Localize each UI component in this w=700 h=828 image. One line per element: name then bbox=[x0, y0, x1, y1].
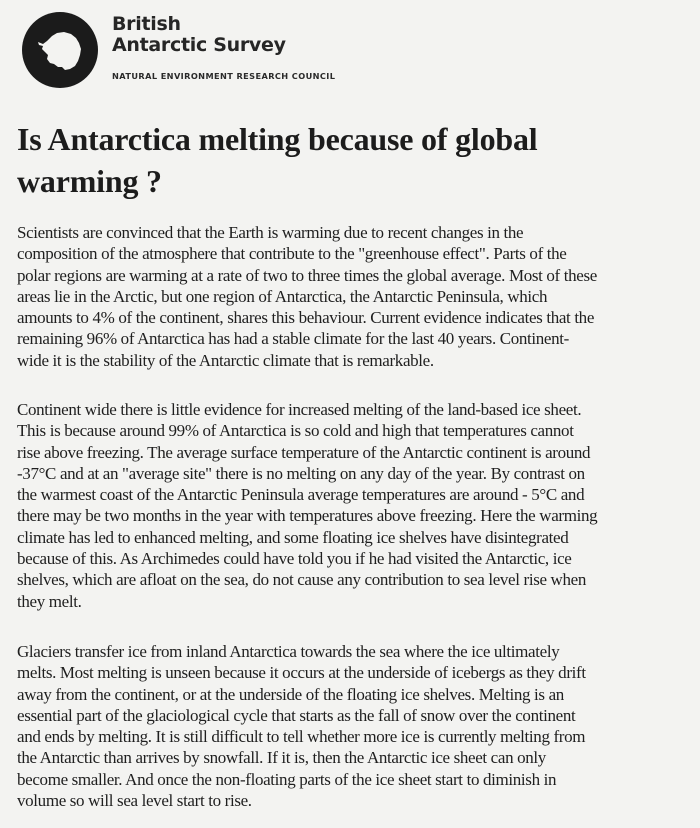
text-line: Continent wide there is little evidence for increased melting of the land-based ice sheet. bbox=[17, 400, 582, 419]
text-line: they melt. bbox=[17, 591, 82, 611]
text-line: volume so will sea level start to rise. bbox=[17, 791, 252, 811]
text-line: This is because around 99% of Antarctica is so cold and high that temperatures cannot bbox=[17, 421, 574, 441]
antarctica-globe-icon bbox=[21, 11, 99, 89]
org-name-line2: Antarctic Survey bbox=[112, 34, 286, 56]
organization-name bbox=[112, 14, 286, 56]
text-line: remaining 96% of Antarctica has had a stable climate for the last 40 years. Continent- bbox=[17, 329, 569, 349]
letterhead bbox=[0, 0, 700, 100]
title-line: Is Antarctica melting because of global bbox=[17, 121, 538, 157]
text-line: shelves, which are afloat on the sea, do not cause any contribution to sea level rise when bbox=[17, 570, 586, 590]
text-line: away from the continent, or at the underside of the floating ice shelves. Melting is an bbox=[17, 684, 564, 704]
paragraph-warming bbox=[17, 222, 697, 371]
text-line: wide it is the stability of the Antarctic climate that is remarkable. bbox=[17, 350, 434, 370]
text-line: Glaciers transfer ice from inland Antarctica towards the sea where the ice ultimately bbox=[17, 642, 560, 661]
text-line: Scientists are convinced that the Earth is warming due to recent changes in the bbox=[17, 223, 524, 242]
title-line: warming ? bbox=[17, 163, 162, 199]
text-line: become smaller. And once the non-floating parts of the ice sheet start to diminish in bbox=[17, 769, 557, 789]
text-line: climate has led to enhanced melting, and some floating ice shelves have disintegrated bbox=[17, 527, 569, 547]
text-line: there may be two months in the year with temperatures above freezing. Here the warming bbox=[17, 506, 598, 526]
text-line: and ends by melting. It is still difficult to tell whether more ice is currently melting from bbox=[17, 727, 586, 747]
text-line: polar regions are warming at a rate of two to three times the global average. Most of these bbox=[17, 265, 597, 285]
text-line: because of this. As Archimedes could have told you if he had visited the Antarctic, ice bbox=[17, 549, 572, 569]
text-line: rise above freezing. The average surface temperature of the Antarctic continent is around bbox=[17, 442, 591, 462]
text-line: amounts to 4% of the continent, shares this behaviour. Current evidence indicates that the bbox=[17, 308, 595, 328]
org-name-line1: British bbox=[112, 13, 181, 35]
text-line: composition of the atmosphere that contribute to the "greenhouse effect". Parts of the bbox=[17, 244, 567, 264]
text-line: essential part of the glaciological cycle that starts as the fall of snow over the continent bbox=[17, 705, 576, 725]
page-title bbox=[17, 118, 687, 202]
paragraph-glaciers bbox=[17, 641, 697, 811]
paragraph-melting-evidence bbox=[17, 399, 697, 612]
text-line: the Antarctic than arrives by snowfall. If it is, then the Antarctic ice sheet can only bbox=[17, 748, 546, 768]
text-line: areas lie in the Arctic, but one region of Antarctica, the Antarctic Peninsula, which bbox=[17, 286, 548, 306]
text-line: the warmest coast of the Antarctic Peninsula average temperatures are around - 5°C and bbox=[17, 485, 585, 505]
council-name: NATURAL ENVIRONMENT RESEARCH COUNCIL bbox=[112, 71, 336, 81]
text-line: melts. Most melting is unseen because it occurs at the underside of icebergs as they drift bbox=[17, 663, 586, 683]
text-line: -37°C and at an "average site" there is no melting on any day of the year. By contrast on bbox=[17, 463, 585, 483]
